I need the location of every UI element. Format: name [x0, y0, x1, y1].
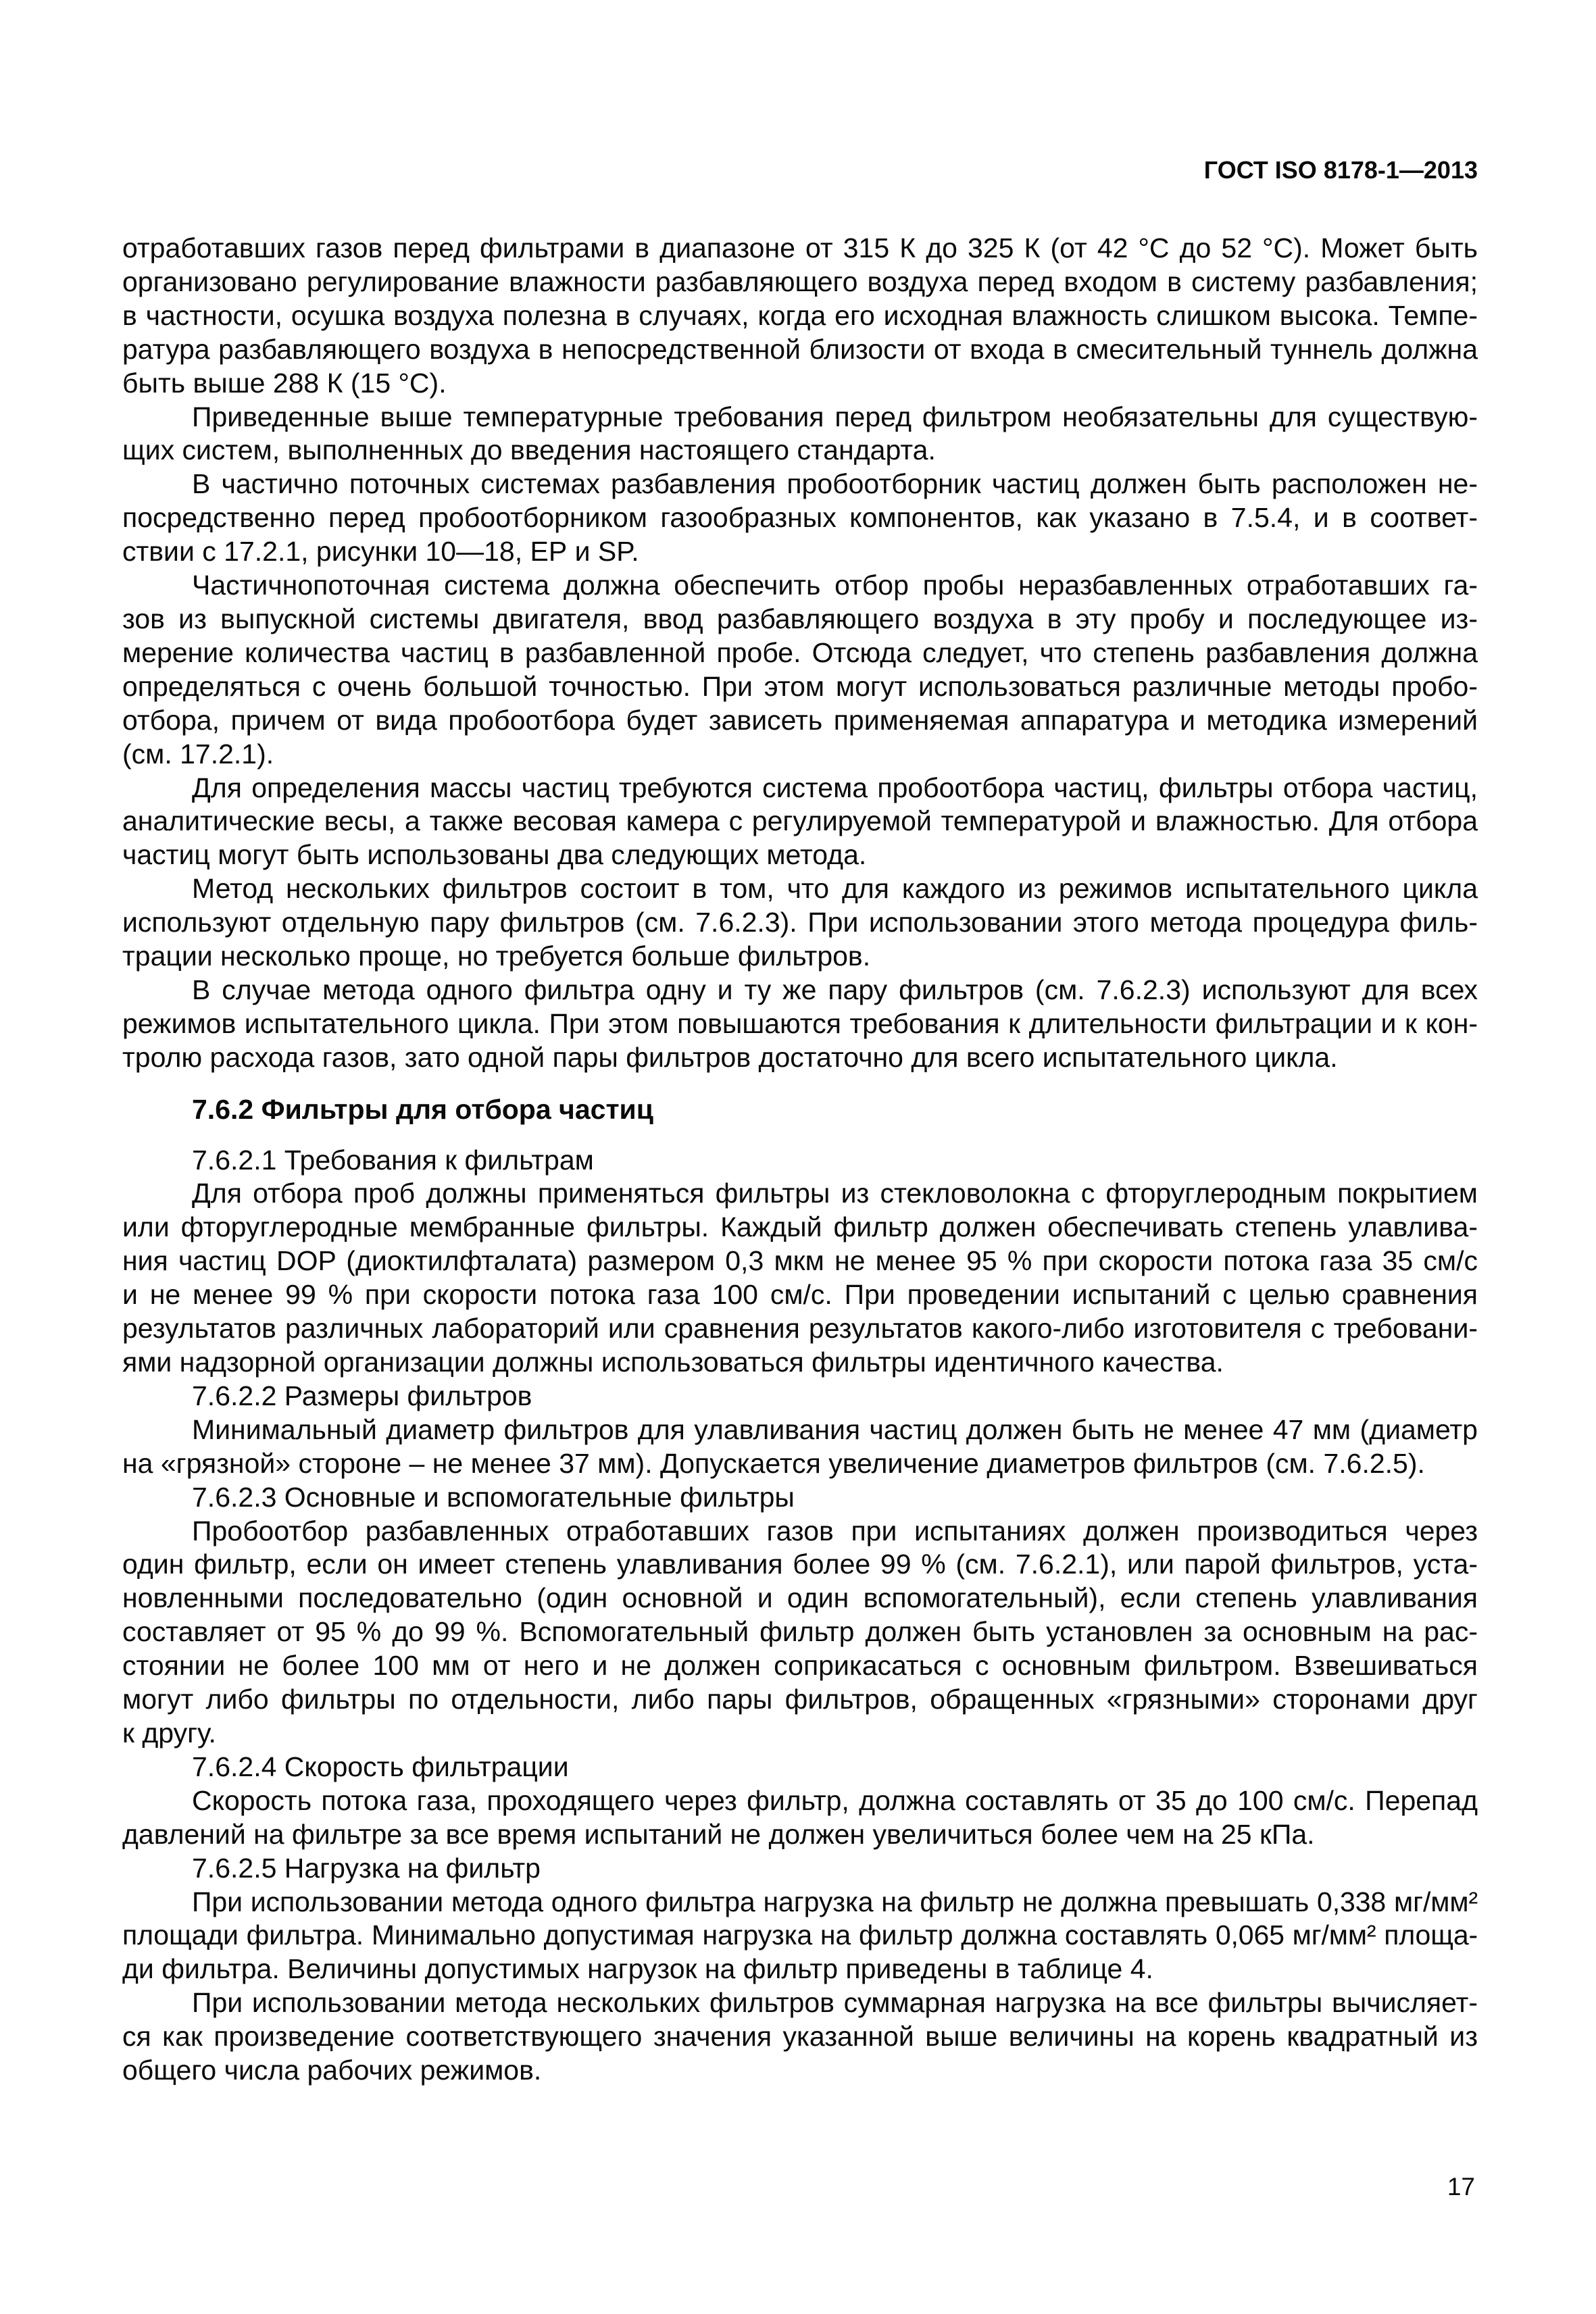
- text-line: ся как произведение соответствующего значения указанной выше величины на корень квадратный из: [122, 2021, 1478, 2053]
- paragraph: [122, 872, 1478, 974]
- text-line: зов из выпускной системы двигателя, ввод разбавляющего воздуха в эту пробу и последующее из-: [122, 603, 1478, 634]
- text-line: 7.6.2.4 Скорость фильтрации: [192, 1751, 569, 1782]
- page-number: 17: [1447, 2173, 1475, 2200]
- text-line: общего числа рабочих режимов.: [122, 2055, 542, 2086]
- text-line: При использовании метода одного фильтра нагрузка на фильтр не должна превышать 0,338 мг/мм²: [192, 1886, 1478, 1917]
- text-line: 7.6.2.5 Нагрузка на фильтр: [192, 1852, 541, 1884]
- text-line: ствии с 17.2.1, рисунки 10—18, ЕР и SP.: [122, 536, 639, 568]
- text-line: частиц могут быть использованы два следующих метода.: [122, 839, 867, 871]
- text-line: отбора, причем от вида пробоотбора будет зависеть применяемая аппаратура и методика измерений: [122, 704, 1478, 736]
- text-line: ями надзорной организации должны использоваться фильтры идентичного качества.: [122, 1347, 1224, 1378]
- text-line: В частично поточных системах разбавления пробоотборник частиц должен быть расположен не-: [192, 468, 1478, 500]
- paragraph: [122, 1886, 1478, 1987]
- text-line: (см. 17.2.1).: [122, 738, 274, 770]
- document-body: [122, 232, 1478, 2088]
- text-line: Для отбора проб должны применяться фильтры из стекловолокна с фторуглеродным покрытием: [192, 1178, 1478, 1209]
- text-line: и не менее 99 % при скорости потока газа 100 см/с. При проведении испытаний с целью сравнения: [122, 1279, 1478, 1311]
- subsection-title: [122, 1380, 1478, 1413]
- text-line: 7.6.2.2 Размеры фильтров: [192, 1380, 532, 1411]
- text-line: трации несколько проще, но требуется больше фильтров.: [122, 940, 871, 972]
- text-line: Пробоотбор разбавленных отработавших газов при испытаниях должен производиться через: [192, 1515, 1478, 1546]
- text-line: один фильтр, если он имеет степень улавливания более 99 % (см. 7.6.2.1), или парой фильтров, уста-: [122, 1549, 1478, 1580]
- text-line: организовано регулирование влажности разбавляющего воздуха перед входом в систему разбавления;: [122, 266, 1478, 297]
- text-line: или фторуглеродные мембранные фильтры. Каждый фильтр должен обеспечивать степень улавлива-: [122, 1211, 1478, 1243]
- text-line: могут либо фильтры по отдельности, либо пары фильтров, обращенных «грязными» сторонами друг: [122, 1684, 1478, 1715]
- paragraph-continued: [122, 232, 1478, 401]
- text-line: результатов различных лабораторий или сравнения результатов какого-либо изготовителя с требовани-: [122, 1313, 1478, 1344]
- paragraph: [122, 401, 1478, 468]
- paragraph: [122, 1515, 1478, 1751]
- text-line: ди фильтра. Величины допустимых нагрузок на фильтр приведены в таблице 4.: [122, 1953, 1153, 1985]
- text-line: составляет от 95 % до 99 %. Вспомогательный фильтр должен быть установлен за основным на рас-: [122, 1616, 1478, 1648]
- paragraph: [122, 1177, 1478, 1379]
- subsection-title: [122, 1751, 1478, 1784]
- text-line: отработавших газов перед фильтрами в диапазоне от 315 К до 325 К (от 42 °С до 52 °С). Может быть: [122, 232, 1478, 263]
- text-line: 7.6.2.3 Основные и вспомогательные фильтры: [192, 1481, 795, 1513]
- paragraph: [122, 1413, 1478, 1481]
- running-header: ГОСТ ISO 8178-1—2013: [1203, 156, 1478, 184]
- paragraph: [122, 974, 1478, 1075]
- text-line: При использовании метода нескольких фильтров суммарная нагрузка на все фильтры вычисляет-: [192, 1987, 1478, 2019]
- text-line: Для определения массы частиц требуются система пробоотбора частиц, фильтры отбора частиц,: [192, 772, 1478, 803]
- text-line: площади фильтра. Минимально допустимая нагрузка на фильтр должна составлять 0,065 мг/мм² площа-: [122, 1919, 1478, 1951]
- text-line: на «грязной» стороне – не менее 37 мм). Допускается увеличение диаметров фильтров (см. 7.6.2.5).: [122, 1447, 1425, 1479]
- paragraph: [122, 1784, 1478, 1852]
- text-line: в частности, осушка воздуха полезна в случаях, когда его исходная влажность слишком высока. Темпе-: [122, 299, 1478, 331]
- text-line: ния частиц DOP (диоктилфталата) размером 0,3 мкм не менее 95 % при скорости потока газа 35 см/с: [122, 1245, 1478, 1277]
- paragraph: [122, 468, 1478, 569]
- subsection-title: [122, 1852, 1478, 1886]
- text-line: мерение количества частиц в разбавленной пробе. Отсюда следует, что степень разбавления должна: [122, 636, 1478, 668]
- text-line: режимов испытательного цикла. При этом повышаются требования к длительности фильтрации и к кон-: [122, 1007, 1478, 1039]
- text-line: быть выше 288 К (15 °С).: [122, 367, 447, 399]
- text-line: аналитические весы, а также весовая камера с регулируемой температурой и влажностью. Для отбора: [122, 805, 1478, 837]
- text-line: 7.6.2.1 Требования к фильтрам: [192, 1144, 594, 1176]
- paragraph: [122, 772, 1478, 873]
- section-heading: [122, 1093, 1478, 1127]
- text-line: к другу.: [122, 1717, 216, 1749]
- text-line: Частичнопоточная система должна обеспечить отбор пробы неразбавленных отработавших га-: [192, 570, 1478, 601]
- text-line: посредственно перед пробоотборником газообразных компонентов, как указано в 7.5.4, и в соответ-: [122, 502, 1478, 534]
- paragraph: [122, 569, 1478, 771]
- text-line: Скорость потока газа, проходящего через фильтр, должна составлять от 35 до 100 см/с. Перепад: [192, 1784, 1478, 1816]
- text-line: Метод нескольких фильтров состоит в том, что для каждого из режимов испытательного цикла: [192, 873, 1478, 905]
- text-line: ратура разбавляющего воздуха в непосредственной близости от входа в смесительный туннель должна: [122, 333, 1478, 365]
- text-line: Минимальный диаметр фильтров для улавливания частиц должен быть не менее 47 мм (диаметр: [192, 1413, 1478, 1445]
- paragraph: [122, 1986, 1478, 2088]
- text-line: новленными последовательно (один основной и один вспомогательный), если степень улавливания: [122, 1582, 1478, 1614]
- text-line: щих систем, выполненных до введения настоящего стандарта.: [122, 434, 936, 466]
- text-line: В случае метода одного фильтра одну и ту же пару фильтров (см. 7.6.2.3) используют для всех: [192, 974, 1478, 1005]
- text-line: тролю расхода газов, зато одной пары фильтров достаточно для всего испытательного цикла.: [122, 1041, 1338, 1073]
- text-line: Приведенные выше температурные требования перед фильтром необязательны для существую-: [192, 401, 1478, 432]
- text-line: давлений на фильтре за все время испытаний не должен увеличиться более чем на 25 кПа.: [122, 1818, 1315, 1850]
- text-line: 7.6.2 Фильтры для отбора частиц: [192, 1093, 653, 1125]
- subsection-title: [122, 1144, 1478, 1178]
- text-line: используют отдельную пару фильтров (см. 7.6.2.3). При использовании этого метода процедура филь-: [122, 907, 1478, 938]
- subsection-title: [122, 1481, 1478, 1515]
- text-line: стоянии не более 100 мм от него и не должен соприкасаться с основным фильтром. Взвешиваться: [122, 1650, 1478, 1682]
- text-line: определяться с очень большой точностью. При этом могут использоваться различные методы пробо-: [122, 670, 1478, 702]
